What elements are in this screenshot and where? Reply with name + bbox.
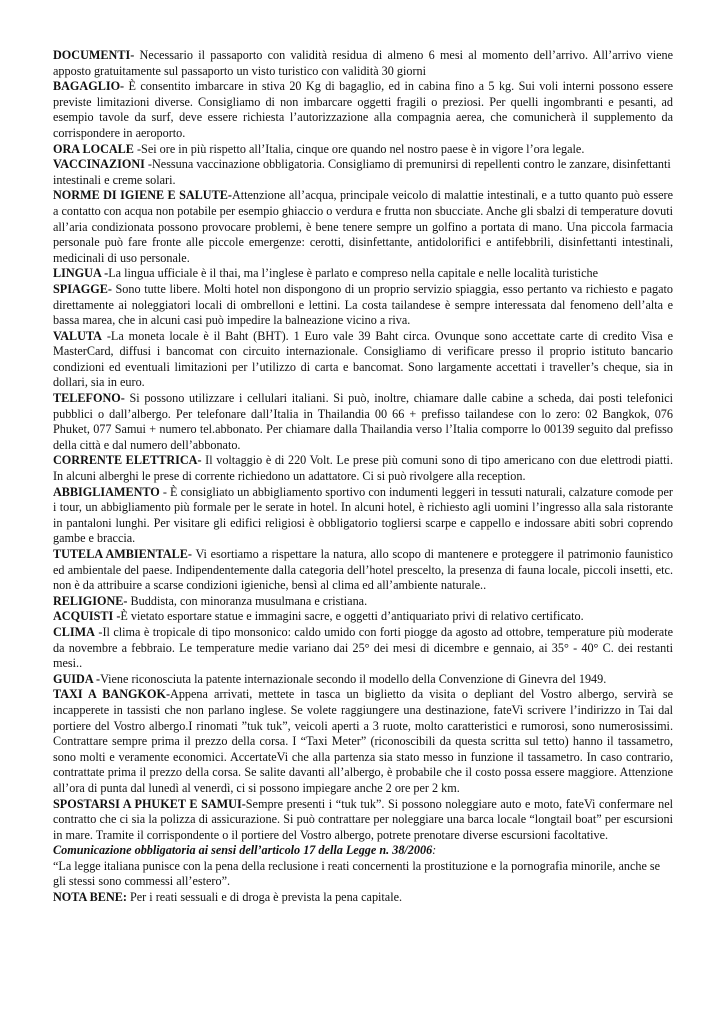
section-heading: DOCUMENTI- [53,48,135,62]
section-body: -La moneta locale è il Baht (BHT). 1 Euro vale 39 Baht circa. Ovunque sono accettate carte di credito Visa e MasterCard, diffusi i bancomat con circuito internazionale. Consigliamo di verificare presso il proprio istituto bancario condizioni ed eventuali limitazioni per l’utilizzo di carta e bancomat. Sono largamente accettati i traveller’s cheque, sia in dollari, sia in euro. [53,328,673,390]
section-body: Sono tutte libere. Molti hotel non dispongono di un proprio servizio spiaggia, esso pertanto va richiesto e pagato direttamente ai noleggiatori locali di ombrelloni e lettini. La costa tailandese è sempre interessata dal fenomeno dell’alta e bassa marea, che in alcuni casi può impedire la balneazione vicino a riva. [53,281,673,328]
section-body: La lingua ufficiale è il thai, ma l’inglese è parlato e compreso nella capitale e nelle località turistiche [108,266,598,281]
section-acquisti [53,609,673,625]
section-heading: ACQUISTI - [53,609,121,624]
section-vaccinazioni [53,157,673,188]
section-body: -Sei ore in più rispetto all’Italia, cinque ore quando nel nostro paese è in vigore l’ora legale. [133,141,585,156]
section-heading: NORME DI IGIENE E SALUTE- [53,188,232,203]
nota-bene-heading: NOTA BENE: [53,890,127,905]
section-heading: SPOSTARSI A PHUKET E SAMUI- [53,796,246,811]
section-body: È consentito imbarcare in stiva 20 Kg di bagaglio, ed in cabina fino a 5 kg. Sui voli interni possono essere previste limitazioni diverse. Consigliamo di non imbarcare oggetti fragili o preziosi. Per quelli ingombranti e pesanti, ad esempio tavole da surf, deve essere richiesta l’autorizzazione alla compagnia aerea, che comunicherà il supplemento da corrispondere in aeroporto. [53,79,673,140]
section-tutela-ambientale [53,547,673,594]
section-heading: TUTELA AMBIENTALE- [53,547,192,561]
section-heading: CORRENTE ELETTRICA- [53,453,202,468]
section-valuta [53,329,673,391]
section-body: Attenzione all’acqua, principale veicolo di malattie intestinali, e a tutto quanto può essere a contatto con acqua non potabile per esempio ghiaccio o verdura e frutta non sbucciate. Anche gli sbalzi di temperature dovuti all’aria condizionata possono provocare problemi, è bene tenere sempre un golfino a portata di mano. Una piccola farmacia personale può fare fronte alle piccole emergenze: cerotti, disinfettante, antidolorifici e antifebbrili, disinfettanti intestinali, medicinali di uso personale. [53,188,673,265]
document-page [53,48,673,906]
section-corrente-elettrica [53,453,673,484]
section-body: Vi esortiamo a rispettare la natura, allo scopo di mantenere e proteggere il patrimonio faunistico ed ambientale del paese. Indipendentemente dalla categoria dell’hotel prescelto, la presenza di fauna locale, piccoli insetti, etc. non è da attribuire a scarse condizioni igieniche, bensì al clima ed all’ambiente naturale.. [53,547,673,593]
notice-quote: “La legge italiana punisce con la pena della reclusione i reati concernenti la prostituzione e la pornografia minorile, anche se gli stessi sono commessi all’estero”. [53,858,661,889]
section-body: È vietato esportare statue e immagini sacre, e oggetti d’antiquariato privi di relativo certificato. [120,609,584,624]
section-body: Il voltaggio è di 220 Volt. Le prese più comuni sono di tipo americano con due elettrodi piatti. In alcuni alberghi le prese di corrente richiedono un adattatore. Ci si può rivolgere alla reception. [53,453,673,484]
notice-colon: : [432,843,437,858]
section-body: Buddista, con minoranza musulmana e cristiana. [127,593,368,608]
section-heading: CLIMA [53,624,95,639]
section-taxi-bangkok [53,687,673,796]
section-clima [53,625,673,672]
section-body: Viene riconosciuta la patente internazionale secondo il modello della Convenzione di Ginevra del 1949. [100,671,607,686]
section-spiagge [53,282,673,329]
section-heading: VALUTA [53,328,102,343]
section-heading: ABBIGLIAMENTO [53,484,160,499]
section-heading: SPIAGGE- [53,281,112,296]
section-body: -Il clima è tropicale di tipo monsonico: caldo umido con forti piogge da agosto ad ottobre, temperature più moderate da novembre a febbraio. Le temperature medie variano dai 25° dei mesi di dicembre e gennaio, ai 35° - 40° C. dei restanti mesi.. [53,624,673,671]
section-abbigliamento [53,485,673,547]
nota-bene [53,890,673,906]
section-religione [53,594,673,610]
section-body: - È consigliato un abbigliamento sportivo con indumenti leggeri in tessuti naturali, calzature comode per i tour, un abbigliamento più formale per le serate in hotel. In alcuni hotel, è richiesto agli uomini l’ingresso alla sala ristorante in pantaloni lunghi. Per visitare gli edifici religiosi è obbligatorio togliersi scarpe e cappello e indossare abiti sobri coprendo gambe e braccia. [53,484,673,546]
section-heading: VACCINAZIONI [53,157,145,172]
section-telefono [53,391,673,453]
section-heading: ORA LOCALE [53,141,134,156]
section-heading: TELEFONO- [53,391,125,406]
section-body: Necessario il passaporto con validità residua di almeno 6 mesi al momento dell’arrivo. All’arrivo viene apposto gratuitamente sul passaporto un visto turistico con validità 30 giorni [53,48,673,78]
section-heading: RELIGIONE- [53,593,128,608]
notice-heading [53,843,673,859]
nota-bene-body: Per i reati sessuali e di droga è prevista la pena capitale. [126,890,403,905]
section-heading: GUIDA - [53,671,101,686]
section-documenti [53,48,673,79]
section-bagaglio [53,79,673,141]
section-ora-locale [53,142,673,158]
section-body: Si possono utilizzare i cellulari italiani. Si può, inoltre, chiamare dalle cabine a scheda, dai posti telefonici pubblici o dall’albergo. Per telefonare dall’Italia in Thailandia 00 66 + prefisso tailandese con lo zero: 02 Bangkok, 076 Phuket, 077 Samui + numero tel.abbonato. Per chiamare dalla Thailandia verso l’Italia comporre lo 00139 seguito dal prefisso della città e dal numero dell’abbonato. [53,391,673,452]
section-norme-igiene [53,188,673,266]
section-body: Appena arrivati, mettete in tasca un biglietto da visita o depliant del Vostro albergo, servirà se incapperete in tassisti che non parlano inglese. Se volete raggiungere una destinazione, fateVi scrivere l’indirizzo in Tai dal portiere del Vostro albergo.I rinomati ”tuk tuk”, veicoli aperti a 3 ruote, molto caratteristici e rumorosi, sono numerosissimi. Contrattare sempre prima il prezzo della corsa. I “Taxi Meter” (riconoscibili da questa scritta sul tetto) hanno il tassametro, sono molti e veramente economici. AccertateVi che alla partenza sia stato messo in funzione il tassametro. In caso contrario, contrattate prima il prezzo della corsa. Se salite davanti all’albergo, è probabile che il costo possa essere maggiore. Attenzione all’ora di punta dal lunedì al venerdì, ci si possono impiegare anche 2 ore per 2 km. [53,687,673,795]
section-body: Sempre presenti i “tuk tuk”. Si possono noleggiare auto e moto, fateVi confermare nel contratto che ci sia la polizza di assicurazione. Si può contrattare per noleggiare una barca locale “longtail boat” per escursioni in mare. Tramite il corrispondente o il portiere del Vostro albergo, potrete prenotare diverse escursioni facoltative. [53,796,674,842]
section-guida [53,672,673,688]
section-heading: BAGAGLIO- [53,79,125,94]
section-lingua [53,266,673,282]
section-body: -Nessuna vaccinazione obbligatoria. Consigliamo di premunirsi di repellenti contro le zanzare, disinfettanti intestinali e creme solari. [53,157,671,187]
section-spostarsi-phuket-samui [53,797,673,844]
section-heading: LINGUA - [53,266,109,281]
notice-title: Comunicazione obbligatoria ai sensi dell’articolo 17 della Legge n. 38/2006 [53,843,433,858]
section-heading: TAXI A BANGKOK- [53,687,171,702]
